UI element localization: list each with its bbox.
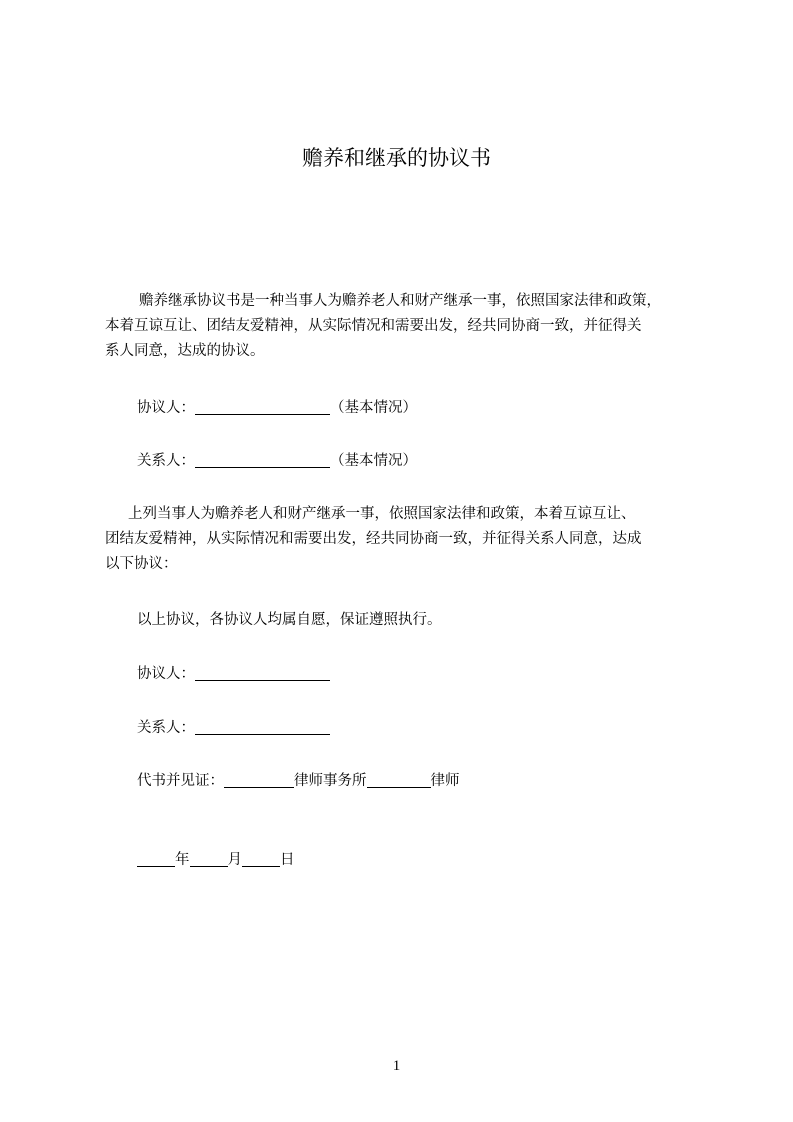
relation-line [137,451,417,471]
day-label: 日 [280,852,295,868]
body-paragraph [105,502,705,577]
witness-label: 代书并见证： [137,773,224,789]
party-label: 协议人： [137,400,195,416]
party-suffix: （基本情况） [330,400,417,416]
party-line [137,398,417,418]
lawyer-blank[interactable] [367,772,431,788]
sign-party-line [137,664,330,684]
sign-relation-label: 关系人： [137,720,195,736]
sign-relation-blank[interactable] [195,719,330,735]
body-line-2: 团结友爱精神，从实际情况和需要出发，经共同协商一致，并征得关系人同意，达成 [105,531,642,547]
year-blank[interactable] [137,851,175,867]
witness-line [137,771,460,791]
month-blank[interactable] [190,851,228,867]
firm-suffix: 律师事务所 [294,773,367,789]
intro-paragraph [105,289,705,364]
firm-blank[interactable] [224,772,294,788]
relation-blank[interactable] [195,452,330,468]
month-label: 月 [227,852,242,868]
day-blank[interactable] [242,851,280,867]
year-label: 年 [175,852,190,868]
sign-relation-line [137,718,330,738]
lawyer-suffix: 律师 [430,773,460,789]
page-number: 1 [392,1058,401,1074]
relation-suffix: （基本情况） [330,453,417,469]
date-line [137,850,295,870]
body-line-3: 以下协议： [105,556,178,572]
relation-label: 关系人： [137,453,195,469]
body-line-1: 上列当事人为赡养老人和财产继承一事，依照国家法律和政策，本着互谅互让、 [128,506,636,522]
party-blank[interactable] [195,399,330,415]
intro-line-3: 系人同意，达成的协议。 [105,343,265,359]
intro-line-2: 本着互谅互让、团结友爱精神，从实际情况和需要出发，经共同协商一致，并征得关 [105,318,642,334]
sign-party-blank[interactable] [195,665,330,681]
sign-party-label: 协议人： [137,666,195,682]
document-title: 赡养和继承的协议书 [302,146,491,170]
conclusion-line: 以上协议，各协议人均属自愿，保证遵照执行。 [137,612,442,628]
intro-line-1: 赡养继承协议书是一种当事人为赡养老人和财产继承一事，依照国家法律和政策， [139,293,661,309]
